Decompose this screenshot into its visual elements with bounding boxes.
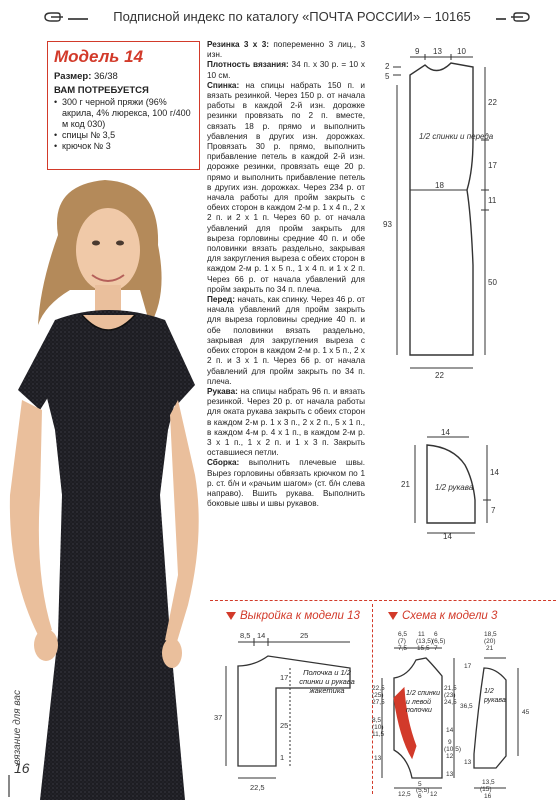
materials-list <box>54 97 193 152</box>
s3-sl-top3: 21 <box>486 645 494 652</box>
dim-left-total: 93 <box>383 220 392 229</box>
assembly-label: Сборка: <box>207 458 240 468</box>
dim-left-b: 5 <box>385 72 390 81</box>
header-rule-left <box>68 18 88 20</box>
section13-title-text: Выкройка к модели 13 <box>240 610 360 622</box>
s3-l3: 27,5 <box>372 699 385 706</box>
assembly-paragraph <box>207 458 365 509</box>
s13-dim-left: 37 <box>214 713 223 722</box>
s3-r1: 21,5 <box>444 685 457 692</box>
front-label: Перед: <box>207 295 235 305</box>
magazine-side-title: вязание для вас <box>12 690 23 765</box>
dim-left-a: 2 <box>385 62 390 71</box>
bottom-schemes <box>210 600 556 800</box>
sleeves-text: на спицы набрать 96 п. и вязать резинкой. Через 20 р. от начала работы для оката рукава закрыть с обеих сторон в каждом 2-м р. 1 х 3 п., 2 х 2 п., 5 х 1 п., в каждом 4-м р. 4 х 1 п., в каждом 2-м р. 3 х 1 п., 1 х 2 п. и 1 х 3 п. Закрыть оставшиеся петли. <box>207 386 365 458</box>
dim-top-right: 10 <box>457 47 466 56</box>
dim-mid-width: 18 <box>435 181 444 190</box>
section3-title <box>388 610 497 622</box>
pattern-back-front <box>375 45 556 380</box>
s3-b1: 12,5 <box>398 791 411 798</box>
materials-item: • 300 г черной пряжи (96% акрила, 4% люрекса, 100 г/400 м код 030) <box>54 97 193 130</box>
s3-sb3: 16 <box>484 793 492 798</box>
size-value: 36/38 <box>94 71 118 82</box>
front-text: начать, как спинку. Через 46 р. от начала убавлений для пройм закрыть для выреза горловины средние 40 п. и обе половинки вязать раздельно, закрывая для закругления выреза с обеих сторон в каждом 2-м р. 1 х 5 п., 2 х 2 п. и 3 х 1 п. Через 66 р. от начала убавлений для пройм закрыть по 34 п. плеча. <box>207 295 366 386</box>
s13-dim-bottom: 22,5 <box>250 783 265 792</box>
s13-dim-v2: 25 <box>280 721 289 730</box>
s3-sl3: 45 <box>522 709 530 716</box>
sleeve-label: 1/2 рукава <box>435 483 474 492</box>
model-photo <box>0 175 210 800</box>
s3-l7: 13 <box>374 755 382 762</box>
s3-l1: 22,5 <box>372 685 385 692</box>
s3-t8: (6,5) <box>432 638 446 645</box>
dim-top-left: 9 <box>415 47 420 56</box>
s3-t9: 7 <box>434 645 438 652</box>
s3-r2: (23) <box>444 692 456 699</box>
s13-label: Полочка и 1/2 спинки и рукава жакетика <box>299 668 355 695</box>
s3-r6: (10,5) <box>444 746 461 753</box>
sleeves-label: Рукава: <box>207 386 238 396</box>
model-size <box>54 71 193 82</box>
sleeve-dim-right-a: 14 <box>490 468 499 477</box>
section13-title <box>226 610 360 622</box>
s3-r5: 9 <box>448 739 452 746</box>
s3-l5: (10) <box>372 724 384 731</box>
pattern-main-label: 1/2 спинки и переда <box>419 132 494 141</box>
dim-top-mid: 13 <box>433 47 442 56</box>
s3-sl-top1: 18,5 <box>484 631 497 638</box>
s3-t6: 15,5 <box>417 645 430 652</box>
s3-sb1: 13,5 <box>482 779 495 786</box>
left-arm <box>10 400 52 635</box>
density-label: Плотность вязания: <box>207 60 289 70</box>
rib-label: Резинка 3 х 3: <box>207 40 269 49</box>
page-header <box>42 6 532 32</box>
pointing-hand-right-icon <box>510 10 532 24</box>
sleeve-dim-top: 14 <box>441 428 450 437</box>
s3-sl4: 13 <box>464 759 472 766</box>
density-text: 34 п. х 30 р. = 10 х 10 см. <box>207 60 366 80</box>
header-rule-right <box>496 18 506 20</box>
s3-r7: 12 <box>446 753 454 760</box>
pointing-hand-left-icon <box>42 10 64 24</box>
sleeve-dim-right-b: 7 <box>491 506 496 515</box>
right-arm <box>165 400 199 645</box>
s3-t3: 7,5 <box>398 645 408 652</box>
back-label: Спинка: <box>207 80 240 90</box>
sleeve-dim-bottom: 14 <box>443 532 452 540</box>
dim-right-2: 17 <box>488 161 497 170</box>
s13-dim-a: 8,5 <box>240 631 251 640</box>
s3-l2: (25) <box>372 692 384 699</box>
s3-r8: 13 <box>446 771 454 778</box>
model-title: Модель 14 <box>54 47 144 66</box>
materials-item: • крючок № 3 <box>54 141 193 152</box>
dim-right-4: 50 <box>488 278 497 287</box>
instructions-text <box>207 40 365 509</box>
rib-paragraph <box>207 40 365 60</box>
s3-sl2: 36,5 <box>460 703 473 710</box>
s13-dim-b: 14 <box>257 631 266 640</box>
s3-r4: 14 <box>446 727 454 734</box>
section3-pattern <box>372 628 556 798</box>
back-text: на спицы набрать 150 п. и вязать резинкой. Через 150 р. от начала работы в каждой 2-й изн. дорожке резинки провязать по 2 п. вместе, связать 18 р. прямо и выполнить убавления в других изн. дорожках. Провязать 30 р. прямо, выполнить прибавление петель в каждой 2-й изн. дорожке резинки, провязать еще 20 р. прямо и выполнить прибавление петель в других изн. дорожках. Через 234 р. от начала работы для пройм закрыть с обеих сторон в каждом 2-м р. 1 х 4 п., 2 х 2 п. и 2 х 1 п. Через 60 р. от начала убавлений для пройм закрыть для выреза горловины средние 40 п. и обе половинки вязать раздельно, закрывая для закругления выреза с обеих сторон в каждом 2-м р. 1 х 5 п., 1 х 4 п. и 1 х 2 п. Через 66 р. от начала убавлений для пройм закрыть по 34 п. плеча. <box>207 80 365 294</box>
s3-b2: 5 <box>418 781 422 788</box>
sleeve-dim-left: 21 <box>401 480 410 489</box>
back-paragraph <box>207 81 365 295</box>
s3-l6: 11,5 <box>372 731 385 738</box>
page-number: 16 <box>14 760 30 776</box>
model-info-box <box>47 41 200 170</box>
s3-r3: 24,5 <box>444 699 457 706</box>
s3-b5: 12 <box>430 791 438 798</box>
materials-item: • спицы № 3,5 <box>54 130 193 141</box>
section3-title-text: Схема к модели 3 <box>402 610 498 622</box>
pattern-sleeve <box>395 425 505 540</box>
dim-right-3: 11 <box>488 196 497 205</box>
section-divider-top <box>210 600 556 603</box>
s3-b4: 6 <box>418 793 422 798</box>
sleeves-paragraph <box>207 387 365 458</box>
s13-dim-v1: 17 <box>280 673 289 682</box>
s3-t4: 11 <box>418 631 425 638</box>
dim-right-1: 22 <box>488 98 497 107</box>
front-paragraph <box>207 295 365 387</box>
s3-sl-top2: (20) <box>484 638 496 645</box>
page-number-rule <box>8 775 10 797</box>
s13-dim-c: 25 <box>300 631 309 640</box>
s3-t5: (13,5) <box>416 638 433 645</box>
header-subscription-text: Подписной индекс по каталогу «ПОЧТА РОССИИ» – 10165 <box>113 9 471 24</box>
s3-sl1: 17 <box>464 663 472 670</box>
assembly-text: выполнить плечевые швы. Вырез горловины обвязать крючком по 1 р. ст. б/н и «рачьим шагом» (ст. б/н слева направо). Вшить рукава. Выполнить боковые швы и швы рукавов. <box>207 458 365 509</box>
size-label: Размер: <box>54 71 92 82</box>
s3-body-label: 1/2 спинки и левой полочки <box>406 690 440 714</box>
s3-sleeve-label: 1/2 рукава <box>484 688 506 704</box>
s3-b3: (5,5) <box>416 787 430 794</box>
s3-t1: 6,5 <box>398 631 408 638</box>
section13-pattern <box>210 628 372 798</box>
face <box>76 208 140 292</box>
s3-l4: 8,5 <box>372 717 382 724</box>
rib-text: попеременно 3 лиц., 3 изн. <box>207 40 365 60</box>
dim-bottom: 22 <box>435 371 444 380</box>
s3-t7: 6 <box>434 631 438 638</box>
density-paragraph <box>207 60 365 80</box>
s3-t2: (7) <box>398 638 406 645</box>
s3-sb2: (15) <box>480 786 492 793</box>
dress <box>40 310 185 800</box>
s13-dim-v3: 1 <box>280 753 285 762</box>
materials-title: ВАМ ПОТРЕБУЕТСЯ <box>54 85 149 96</box>
